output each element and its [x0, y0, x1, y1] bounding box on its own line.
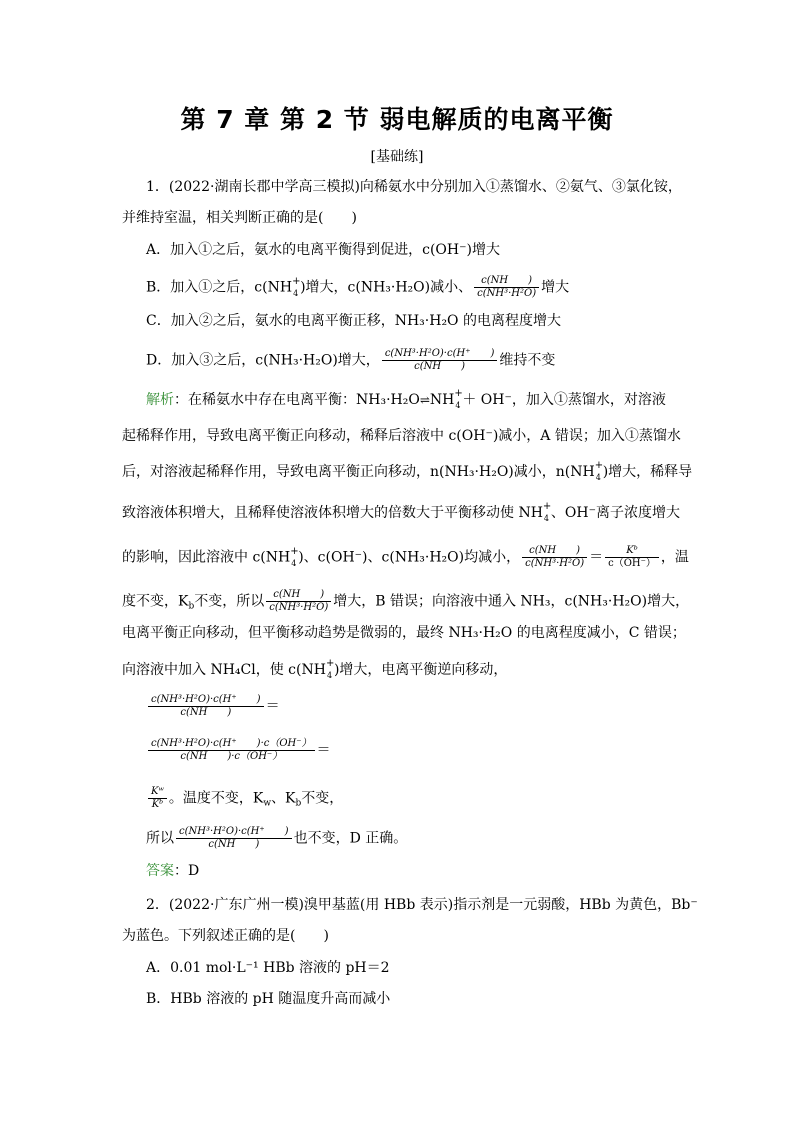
q1-option-c: C．加入②之后，氨水的电离平衡正移，NH₃·H₂O 的电离程度增大 [146, 313, 561, 329]
equation-3: $\frac{\text{Kʷ}}{\text{Kᵇ}}$ 。温度不变，$K_w$、$K_b$不变， [146, 786, 343, 813]
nh4-ion-sup: + 4 [292, 275, 301, 298]
q1-option-d-post: 维持不变 [499, 352, 556, 369]
analysis-line4: 致溶液体积增大，且稀释使溶液体积增大的倍数大于平衡移动使 NH + 4 、OH⁻离子浓度增大 [122, 501, 680, 523]
q1-option-d-fraction: $\frac{\text{c(NH³·H²O)·c(H⁺ )}}{c(NH )}$ [382, 348, 498, 373]
q2-stem-line2: 为蓝色。下列叙述正确的是( ) [122, 928, 329, 944]
q1-option-a: A．加入①之后，氨水的电离平衡得到促进，c(OH⁻)增大 [146, 242, 500, 258]
ratio-fraction: $\frac{c(NH )}{\text{c(NH³·H²O)}}$ [266, 589, 331, 614]
q1-option-d-pre: D．加入③之后，c(NH₃·H₂O)增大， [146, 352, 380, 369]
q2-option-b: B．HBb 溶液的 pH 随温度升高而减小 [146, 991, 391, 1007]
nh4-ion-sup: + 4 [325, 658, 335, 680]
kb-fraction-left: $\frac{c(NH )}{\text{c(NH³·H²O)}}$ [522, 545, 587, 570]
section-tag: [基础练] [370, 149, 424, 165]
equilibrium-arrow-icon: ⇌ [419, 393, 430, 407]
answer-value: ：D [174, 863, 200, 879]
q1-option-b [146, 275, 569, 300]
q2-stem-line1: 2．(2022·广东广州一模)溴甲基蓝(用 HBb 表示)指示剂是一元弱酸，HBb 为黄色，Bb⁻ [146, 897, 698, 913]
nh4-ion-sup: + 4 [290, 545, 299, 568]
analysis-line6: 度不变，$K_b$不变，所以 $\frac{c(NH )}{\text{c(NH³·H²O)}}$ 增大，B 错误；向溶液中通入 NH₃，c(NH₃·H₂O)增大， [122, 589, 690, 613]
nh4-ion-sup: + 4 [542, 501, 552, 523]
q1-stem-line1: 1．(2022·湖南长郡中学高三模拟)向稀氨水中分别加入①蒸馏水、②氨气、③氯化铵， [146, 179, 682, 195]
analysis-line5: 的影响，因此溶液中 c(NH + 4 )、c(OH⁻)、c(NH₃·H₂O)均减小， $\frac{c(NH )}{\text{c(NH³·H²O)}}$ ＝ $\frac{\text{Kᵇ}}{c(OH^-)}$ ，温 [122, 545, 689, 569]
q1-option-b-post: 增大 [541, 279, 570, 296]
analysis-line2: 起稀释作用，导致电离平衡正向移动，稀释后溶液中 c(OH⁻)减小，A 错误；加入①蒸馏水 [122, 428, 681, 444]
nh4-ion-sup: + 4 [594, 460, 604, 482]
kb-fraction-right: $\frac{\text{Kᵇ}}{c(OH^-)}$ [605, 545, 659, 570]
q1-option-b-pre: B．加入①之后，c(NH [146, 279, 293, 296]
analysis-line3: 后，对溶液起稀释作用，导致电离平衡正向移动，n(NH₃·H₂O)减小，n(NH + 4 )增大，稀释导 [122, 460, 693, 482]
analysis-line7: 电离平衡正向移动，但平衡移动趋势是微弱的，最终 NH₃·H₂O 的电离程度减小，C 错误； [122, 625, 686, 641]
q1-option-d [146, 348, 555, 373]
q1-option-b-mid: )增大，c(NH₃·H₂O)减小、 [300, 279, 473, 296]
q1-option-b-fraction: $\frac{c(NH )}{\text{c(NH³·H²O)}}$ [474, 275, 539, 300]
equation-1: $\frac{\text{c(NH³·H²O)·c(H⁺ )}}{c(NH )}$ ＝ [146, 694, 280, 719]
nh4-ion-sup: + 4 [454, 388, 463, 410]
analysis-label: 解析 [146, 392, 174, 408]
answer-label: 答案 [146, 863, 174, 879]
equation-4: 所以 $\frac{\text{c(NH³·H²O)·c(H⁺ )}}{c(NH )}$ 也不变，D 正确。 [146, 826, 408, 850]
q1-stem-line2: 并维持室温，相关判断正确的是( ) [122, 210, 357, 226]
answer-line [146, 862, 199, 880]
equation-2: $\frac{\text{c(NH³·H²O)·c(H⁺ )·c（OH⁻）}}{c(NH )\cdot c(OH^-)}$ ＝ [146, 738, 331, 763]
q2-option-a: A．0.01 mol·L⁻¹ HBb 溶液的 pH＝2 [146, 960, 390, 976]
analysis-line1: 解析：在稀氨水中存在电离平衡：NH₃·H₂O⇌NH + 4 ＋ OH⁻，加入①蒸馏水，对溶液 [146, 388, 666, 410]
analysis-line8: 向溶液中加入 NH₄Cl，使 c(NH + 4 )增大，电离平衡逆向移动， [122, 658, 508, 680]
page-title: 第 7 章 第 2 节 弱电解质的电离平衡 [180, 105, 614, 134]
